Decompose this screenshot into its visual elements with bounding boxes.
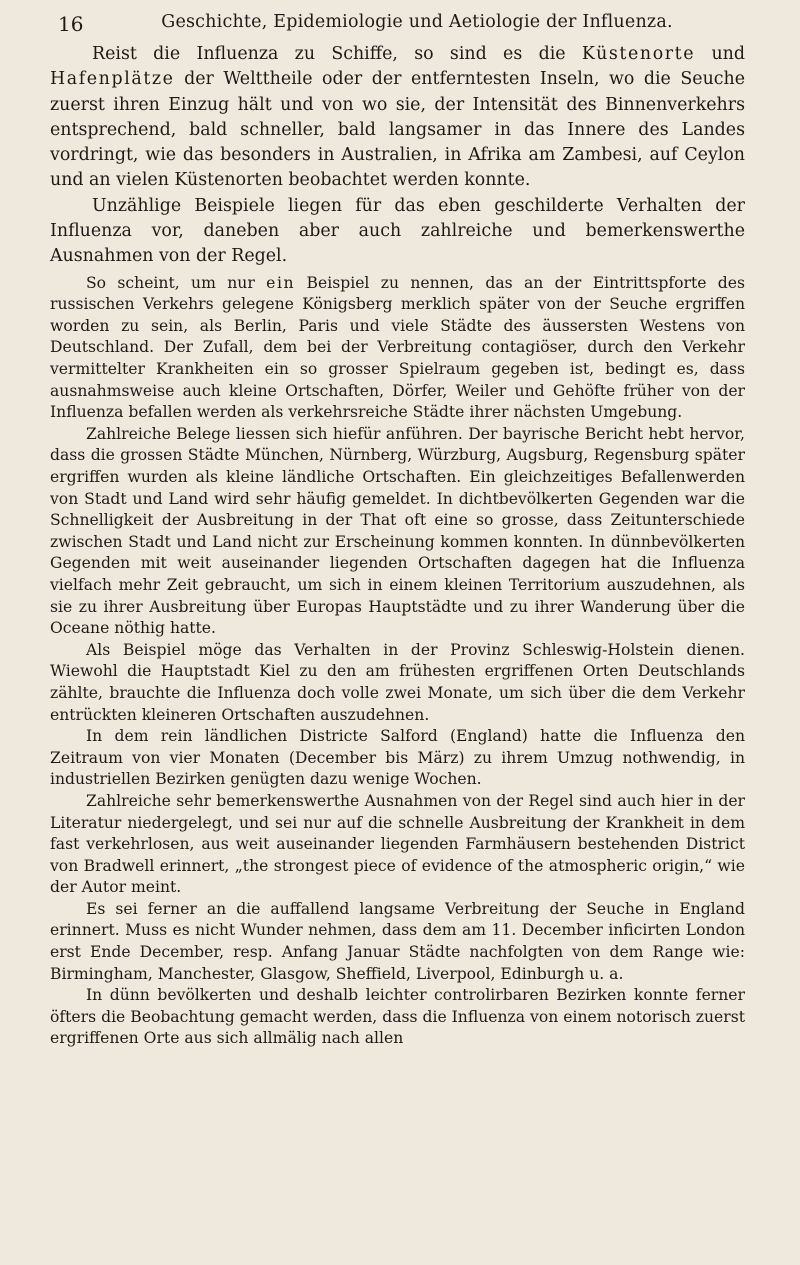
paragraph: In dünn bevölkerten und deshalb leichter controlirbaren Bezirken konnte ferner öfters die Beobachtung gemacht werden, dass die Influenza von einem notorisch zuerst ergriffenen Orte aus sich allmälig nach allen bbox=[50, 986, 745, 1048]
large-print-section bbox=[50, 42, 745, 270]
spaced-emphasis: ein bbox=[266, 273, 296, 292]
page-number: 16 bbox=[58, 12, 84, 36]
text-run: So scheint, um nur bbox=[86, 273, 267, 292]
paragraph: Als Beispiel möge das Verhalten in der Provinz Schleswig-Holstein dienen. Wiewohl die Hauptstadt Kiel zu den am frühesten ergriffenen Orten Deutschlands zählte, brauchte die Influenza doch volle zwei Monate, um sich über die dem Verkehr entrückten kleineren Ortschaften auszudehnen. bbox=[50, 640, 745, 724]
paragraph bbox=[50, 273, 745, 424]
paragraph bbox=[50, 42, 745, 194]
text-run: Beispiel zu nennen, das an der Eintrittspforte des russischen Verkehrs gelegene Königsberg merklich später von der Seuche ergriffen worden zu sein, als Berlin, Paris und viele Städte des äussersten Westens von Deutschland. Der Zufall, dem bei der Verbreitung contagiöser, durch den Verkehr vermittelter Krankheiten ein so grosser Spielraum gegeben ist, bedingt es, dass ausnahmsweise auch kleine Ortschaften, Dörfer, Weiler und Gehöfte früher von der Influenza befallen werden als verkehrsreiche Städte ihrer nächsten Umgebung. bbox=[50, 273, 746, 422]
paragraph: Zahlreiche Belege liessen sich hiefür anführen. Der bayrische Bericht hebt hervor, dass die grossen Städte München, Nürnberg, Würzburg, Augsburg, Regensburg später ergriffen wurden als kleine ländliche Ortschaften. Ein gleichzeitiges Befallenwerden von Stadt und Land wird sehr häufig gemeldet. In dichtbevölkerten Gegenden war die Schnelligkeit der Ausbreitung in der That oft eine so grosse, dass Zeitunterschiede zwischen Stadt und Land nicht zur Erscheinung kommen konnten. In dünnbevölkerten Gegenden mit weit auseinander liegenden Ortschaften dagegen hat die Influenza vielfach mehr Zeit gebraucht, um sich in einem kleinen Territorium auszudehnen, als sie zu ihrer Ausbreitung über Europas Hauptstädte und zu ihrer Wanderung über die Oceane nöthig hatte. bbox=[50, 424, 745, 638]
body-text bbox=[50, 42, 745, 1050]
running-title: Geschichte, Epidemiologie und Aetiologie der Influenza. bbox=[161, 12, 673, 32]
paragraph: Zahlreiche sehr bemerkenswerthe Ausnahmen von der Regel sind auch hier in der Literatur niedergelegt, und sei nur auf die schnelle Ausbreitung der Krankheit in dem fast verkehrlosen, aus weit auseinander liegenden Farmhäusern bestehenden District von Bradwell erinnert, „the strongest piece of evidence of the atmospheric origin,“ wie der Autor meint. bbox=[50, 791, 745, 897]
paragraph: Es sei ferner an die auffallend langsame Verbreitung der Seuche in England erinnert. Muss es nicht Wunder nehmen, dass dem am 11. December inficirten London erst Ende December, resp. Anfang Januar Städte nachfolgten von dem Range wie: Birmingham, Manchester, Glasgow, Sheffield, Liverpool, Edinburgh u. a. bbox=[50, 899, 745, 983]
text-run: Reist die Influenza zu Schiffe, so sind es die bbox=[92, 44, 582, 64]
small-print-section bbox=[50, 273, 745, 1050]
text-run: und bbox=[695, 44, 745, 64]
text-run: der Welttheile oder der entferntesten Inseln, wo die Seuche zuerst ihren Einzug hält und von wo sie, der Intensität des Binnenverkehrs entsprechend, bald schneller, bald langsamer in das Innere des Landes vordringt, wie das besonders in Australien, in Afrika am Zambesi, auf Ceylon und an vielen Küstenorten beobachtet werden konnte. bbox=[50, 69, 745, 191]
paragraph: In dem rein ländlichen Districte Salford (England) hatte die Influenza den Zeitraum von vier Monaten (December bis März) zu ihrem Umzug nothwendig, in industriellen Bezirken genügten dazu wenige Wochen. bbox=[50, 727, 745, 789]
spaced-emphasis: Küstenorte bbox=[581, 44, 696, 64]
paragraph: Unzählige Beispiele liegen für das eben geschilderte Verhalten der Influenza vor, daneben aber auch zahlreiche und bemerkenswerthe Ausnahmen von der Regel. bbox=[50, 195, 745, 267]
page-header bbox=[0, 0, 800, 40]
spaced-emphasis: Hafenplätze bbox=[50, 69, 175, 90]
